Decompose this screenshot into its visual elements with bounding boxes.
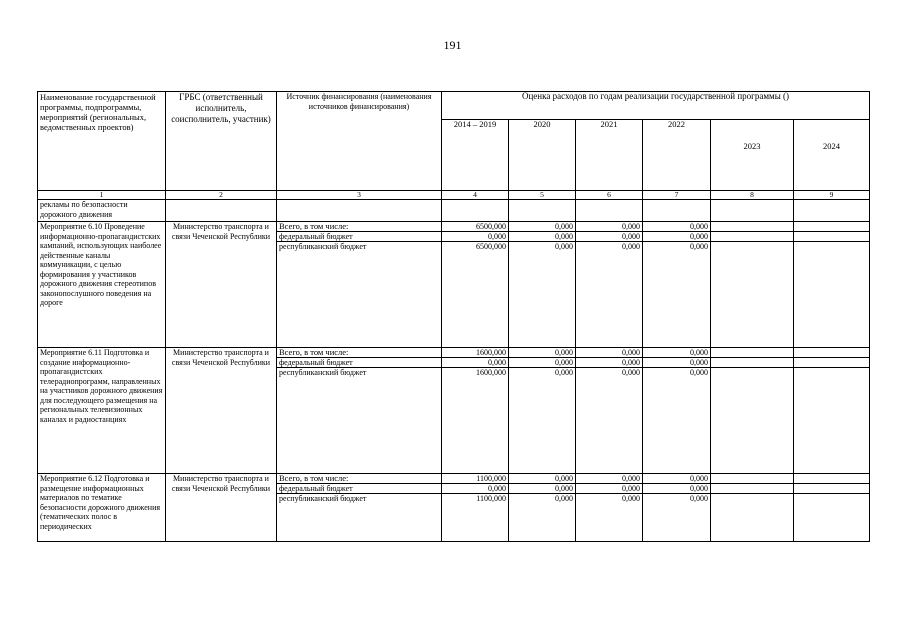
value-cell: 0,000: [442, 484, 509, 494]
source-republic: республиканский бюджет: [277, 494, 442, 542]
value-cell: [711, 474, 794, 484]
value-cell: 0,000: [509, 474, 576, 484]
value-cell: 0,000: [509, 368, 576, 474]
value-cell: 0,000: [643, 494, 711, 542]
value-cell: 0,000: [509, 358, 576, 368]
value-cell: [794, 494, 870, 542]
source-federal: федеральный бюджет: [277, 358, 442, 368]
page-number: 191: [443, 38, 462, 52]
value-cell: 0,000: [643, 474, 711, 484]
value-cell: [794, 242, 870, 348]
source-total: Всего, в том числе:: [277, 222, 442, 232]
value-cell: [794, 222, 870, 232]
value-cell: [711, 222, 794, 232]
measure-name: Мероприятие 6.11 Подготовка и создание информационно-пропагандистских телерадиопрограмм, направленных на участников дорожного движения для последующего размещения на региональных телевизионных каналах и радиостанциях: [38, 348, 166, 474]
value-cell: [794, 348, 870, 358]
value-cell: 0,000: [509, 348, 576, 358]
column-number: 7: [643, 191, 711, 200]
value-cell: 1100,000: [442, 494, 509, 542]
value-cell: 0,000: [442, 232, 509, 242]
value-cell: 0,000: [576, 494, 643, 542]
value-cell: 0,000: [509, 494, 576, 542]
column-number: 2: [166, 191, 277, 200]
value-cell: 1600,000: [442, 368, 509, 474]
value-cell: [794, 358, 870, 368]
measure-row: [38, 222, 870, 232]
column-number: 4: [442, 191, 509, 200]
continuation-row: [38, 200, 870, 222]
value-cell: 0,000: [643, 368, 711, 474]
value-cell: [794, 474, 870, 484]
value-cell: 1100,000: [442, 474, 509, 484]
source-federal: федеральный бюджет: [277, 484, 442, 494]
value-cell: 0,000: [643, 222, 711, 232]
year-header: 2014 – 2019: [442, 120, 509, 191]
value-cell: [711, 484, 794, 494]
header-grbs: ГРБС (ответственный исполнитель, соисполнитель, участник): [166, 92, 277, 191]
value-cell: 0,000: [509, 484, 576, 494]
value-cell: 0,000: [576, 474, 643, 484]
column-number: 6: [576, 191, 643, 200]
value-cell: 0,000: [576, 358, 643, 368]
value-cell: 6500,000: [442, 222, 509, 232]
value-cell: [711, 494, 794, 542]
measure-name: Мероприятие 6.10 Проведение информационно-пропагандистских кампаний, использующих наиболее действенные каналы коммуникации, с целью формирования у участников дорожного движения стереотипов законопослушного поведения на дороге: [38, 222, 166, 348]
column-number: 3: [277, 191, 442, 200]
value-cell: [711, 358, 794, 368]
source-republic: республиканский бюджет: [277, 242, 442, 348]
value-cell: [794, 368, 870, 474]
year-header: 2024: [794, 120, 870, 191]
year-header: 2022: [643, 120, 711, 191]
value-cell: 0,000: [643, 484, 711, 494]
measure-executor: Министерство транспорта и связи Чеченской Республики: [166, 474, 277, 542]
value-cell: 0,000: [643, 358, 711, 368]
header-estimate: Оценка расходов по годам реализации государственной программы (): [442, 92, 870, 120]
value-cell: [794, 484, 870, 494]
source-republic: республиканский бюджет: [277, 368, 442, 474]
value-cell: 0,000: [643, 232, 711, 242]
value-cell: 0,000: [576, 348, 643, 358]
measure-executor: Министерство транспорта и связи Чеченской Республики: [166, 348, 277, 474]
source-total: Всего, в том числе:: [277, 348, 442, 358]
value-cell: [711, 348, 794, 358]
value-cell: 0,000: [442, 358, 509, 368]
value-cell: 0,000: [576, 222, 643, 232]
year-header: 2023: [711, 120, 794, 191]
value-cell: 0,000: [576, 484, 643, 494]
header-source: Источник финансирования (наименования источников финансирования): [277, 92, 442, 191]
value-cell: [711, 242, 794, 348]
value-cell: [711, 368, 794, 474]
header-row: [38, 92, 870, 120]
value-cell: 0,000: [576, 242, 643, 348]
value-cell: 0,000: [509, 232, 576, 242]
column-number: 8: [711, 191, 794, 200]
measure-name: Мероприятие 6.12 Подготовка и размещение информационных материалов по тематике безопасности дорожного движения (тематических полос в периодических: [38, 474, 166, 542]
continuation-text: рекламы по безопасности дорожного движения: [38, 200, 166, 222]
source-total: Всего, в том числе:: [277, 474, 442, 484]
column-number: 1: [38, 191, 166, 200]
source-federal: федеральный бюджет: [277, 232, 442, 242]
budget-table: [37, 91, 870, 542]
measure-executor: Министерство транспорта и связи Чеченской Республики: [166, 222, 277, 348]
year-header: 2020: [509, 120, 576, 191]
year-header: 2021: [576, 120, 643, 191]
value-cell: 0,000: [576, 232, 643, 242]
measure-row: [38, 348, 870, 358]
value-cell: 1600,000: [442, 348, 509, 358]
value-cell: [794, 232, 870, 242]
value-cell: 0,000: [509, 222, 576, 232]
value-cell: 0,000: [576, 368, 643, 474]
value-cell: 0,000: [643, 348, 711, 358]
measure-row: [38, 474, 870, 484]
column-number-row: [38, 191, 870, 200]
value-cell: 6500,000: [442, 242, 509, 348]
value-cell: 0,000: [643, 242, 711, 348]
column-number: 5: [509, 191, 576, 200]
header-name: Наименование государственной программы, подпрограммы, мероприятий (региональных, ведомственных проектов): [38, 92, 166, 191]
column-number: 9: [794, 191, 870, 200]
value-cell: [711, 232, 794, 242]
value-cell: 0,000: [509, 242, 576, 348]
